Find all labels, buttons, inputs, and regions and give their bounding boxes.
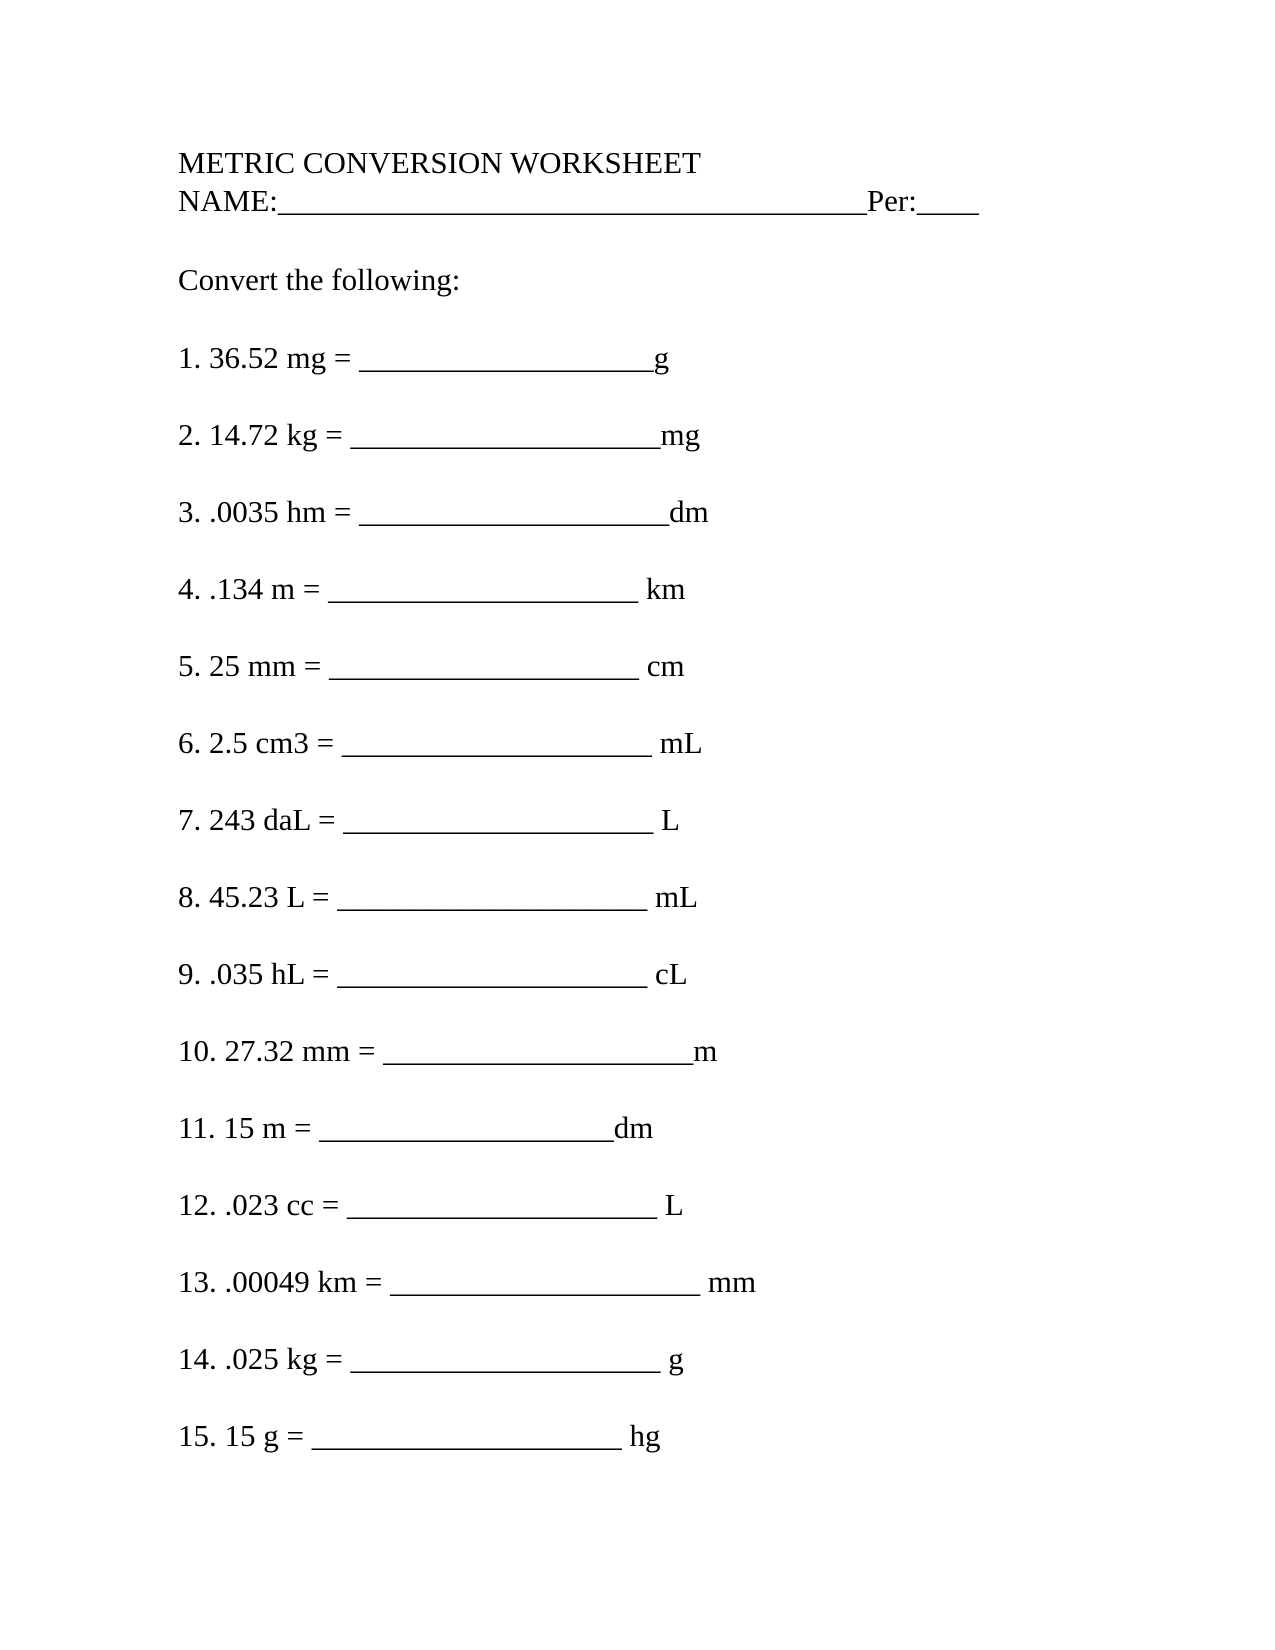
answer-unit: g [660, 1341, 684, 1376]
problem-label: 13. .00049 km = [178, 1264, 391, 1299]
answer-blank: ____________________ [328, 648, 639, 683]
per-label: Per: [866, 183, 917, 218]
answer-unit: g [653, 340, 670, 375]
problem-row [178, 1032, 1235, 1070]
page-title: METRIC CONVERSION WORKSHEET [178, 145, 701, 180]
answer-unit: cL [647, 956, 688, 991]
answer-unit: mm [700, 1264, 757, 1299]
answer-blank: ____________________ [343, 802, 654, 837]
problem-row [178, 570, 1235, 608]
problem-row [178, 1340, 1235, 1378]
problem-label: 10. 27.32 mm = [178, 1033, 384, 1068]
answer-unit: cm [638, 648, 685, 683]
answer-unit: km [638, 571, 686, 606]
answer-unit: dm [669, 494, 709, 529]
problem-row [178, 801, 1235, 839]
problem-label: 7. 243 daL = [178, 802, 344, 837]
problem-label: 12. .023 cc = [178, 1187, 348, 1222]
answer-unit: L [653, 802, 680, 837]
answer-blank: ____________________ [350, 417, 661, 452]
problem-row [178, 339, 1235, 377]
problem-label: 15. 15 g = [178, 1418, 312, 1453]
answer-blank: ____________________ [341, 725, 652, 760]
problem-label: 8. 45.23 L = [178, 879, 338, 914]
problem-label: 9. .035 hL = [178, 956, 338, 991]
answer-unit: m [693, 1033, 718, 1068]
problem-label: 11. 15 m = [178, 1110, 320, 1145]
answer-blank: ____________________ [350, 1341, 661, 1376]
answer-blank: ____________________ [328, 571, 639, 606]
answer-blank: ___________________ [319, 1110, 614, 1145]
problems-list [178, 339, 1235, 1455]
answer-blank: ____________________ [311, 1418, 622, 1453]
answer-blank: ____________________ [359, 494, 670, 529]
problem-row [178, 1263, 1235, 1301]
problem-label: 5. 25 mm = [178, 648, 329, 683]
problem-row [178, 493, 1235, 531]
worksheet-header [178, 144, 1235, 220]
answer-unit: L [657, 1187, 684, 1222]
answer-unit: mg [660, 417, 701, 452]
problem-row [178, 878, 1235, 916]
answer-unit: dm [613, 1110, 654, 1145]
answer-blank: ___________________ [359, 340, 654, 375]
answer-blank: ____________________ [383, 1033, 694, 1068]
problem-label: 2. 14.72 kg = [178, 417, 351, 452]
problem-row [178, 1109, 1235, 1147]
per-blank: ____ [916, 183, 979, 218]
problem-row [178, 724, 1235, 762]
problem-row [178, 1186, 1235, 1224]
answer-unit: mL [647, 879, 699, 914]
problem-row [178, 416, 1235, 454]
answer-unit: hg [621, 1418, 661, 1453]
problem-row [178, 647, 1235, 685]
name-label: NAME: [178, 183, 278, 218]
problem-label: 1. 36.52 mg = [178, 340, 360, 375]
problem-label: 4. .134 m = [178, 571, 329, 606]
answer-blank: ____________________ [390, 1264, 701, 1299]
problem-label: 14. .025 kg = [178, 1341, 351, 1376]
name-per-line [178, 182, 1235, 220]
problem-row [178, 1417, 1235, 1455]
problem-label: 3. .0035 hm = [178, 494, 360, 529]
problem-label: 6. 2.5 cm3 = [178, 725, 342, 760]
answer-unit: mL [651, 725, 703, 760]
answer-blank: ____________________ [347, 1187, 658, 1222]
answer-blank: ____________________ [337, 956, 648, 991]
name-blank: ______________________________________ [277, 183, 867, 218]
problem-row [178, 955, 1235, 993]
instructions-text: Convert the following: [178, 262, 461, 297]
answer-blank: ____________________ [337, 879, 648, 914]
